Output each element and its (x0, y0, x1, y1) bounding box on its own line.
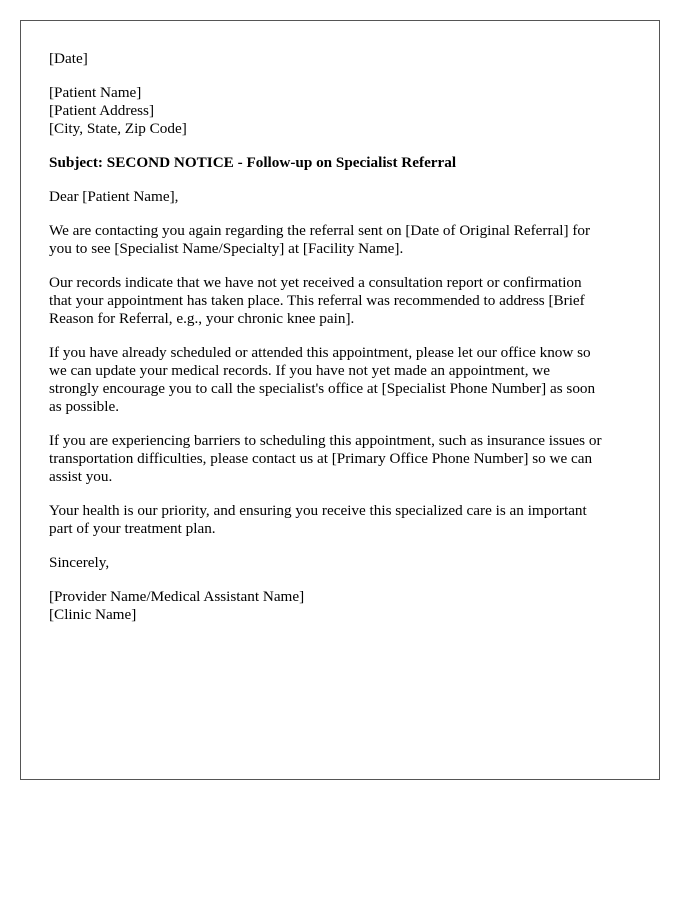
signature-block (49, 588, 631, 624)
body-paragraph (49, 344, 631, 416)
letter-page (20, 20, 660, 780)
salutation-text: Dear [Patient Name], (49, 188, 179, 205)
paragraph-line: as possible. (49, 398, 120, 415)
paragraph-line: Your health is our priority, and ensuring you receive this specialized care is an important (49, 502, 587, 519)
subject-line (49, 154, 631, 172)
signature-clinic: [Clinic Name] (49, 606, 137, 623)
recipient-address: [Patient Address] (49, 102, 155, 119)
salutation (49, 188, 631, 206)
paragraph-line: Reason for Referral, e.g., your chronic knee pain]. (49, 310, 355, 327)
date-line (49, 50, 631, 68)
paragraph-line: assist you. (49, 468, 113, 485)
paragraph-line: that your appointment has taken place. This referral was recommended to address [Brief (49, 292, 585, 309)
recipient-name: [Patient Name] (49, 84, 142, 101)
body-paragraph (49, 222, 631, 258)
recipient-city-state-zip: [City, State, Zip Code] (49, 120, 187, 137)
paragraph-line: you to see [Specialist Name/Specialty] at [Facility Name]. (49, 240, 404, 257)
recipient-address-block (49, 84, 631, 138)
paragraph-line: part of your treatment plan. (49, 520, 216, 537)
paragraph-line: strongly encourage you to call the specialist's office at [Specialist Phone Number] as soon (49, 380, 596, 397)
closing-text: Sincerely, (49, 554, 110, 571)
signature-name: [Provider Name/Medical Assistant Name] (49, 588, 305, 605)
paragraph-line: we can update your medical records. If you have not yet made an appointment, we (49, 362, 551, 379)
paragraph-line: We are contacting you again regarding the referral sent on [Date of Original Referral] for (49, 222, 591, 239)
date-text: [Date] (49, 50, 88, 67)
closing (49, 554, 631, 572)
paragraph-line: If you have already scheduled or attended this appointment, please let our office know so (49, 344, 591, 361)
body-paragraph (49, 502, 631, 538)
paragraph-line: If you are experiencing barriers to scheduling this appointment, such as insurance issues or (49, 432, 602, 449)
subject-text: Subject: SECOND NOTICE - Follow-up on Specialist Referral (49, 154, 457, 171)
paragraph-line: transportation difficulties, please contact us at [Primary Office Phone Number] so we can (49, 450, 593, 467)
body-paragraph (49, 274, 631, 328)
paragraph-line: Our records indicate that we have not yet received a consultation report or confirmation (49, 274, 582, 291)
body-paragraph (49, 432, 631, 486)
